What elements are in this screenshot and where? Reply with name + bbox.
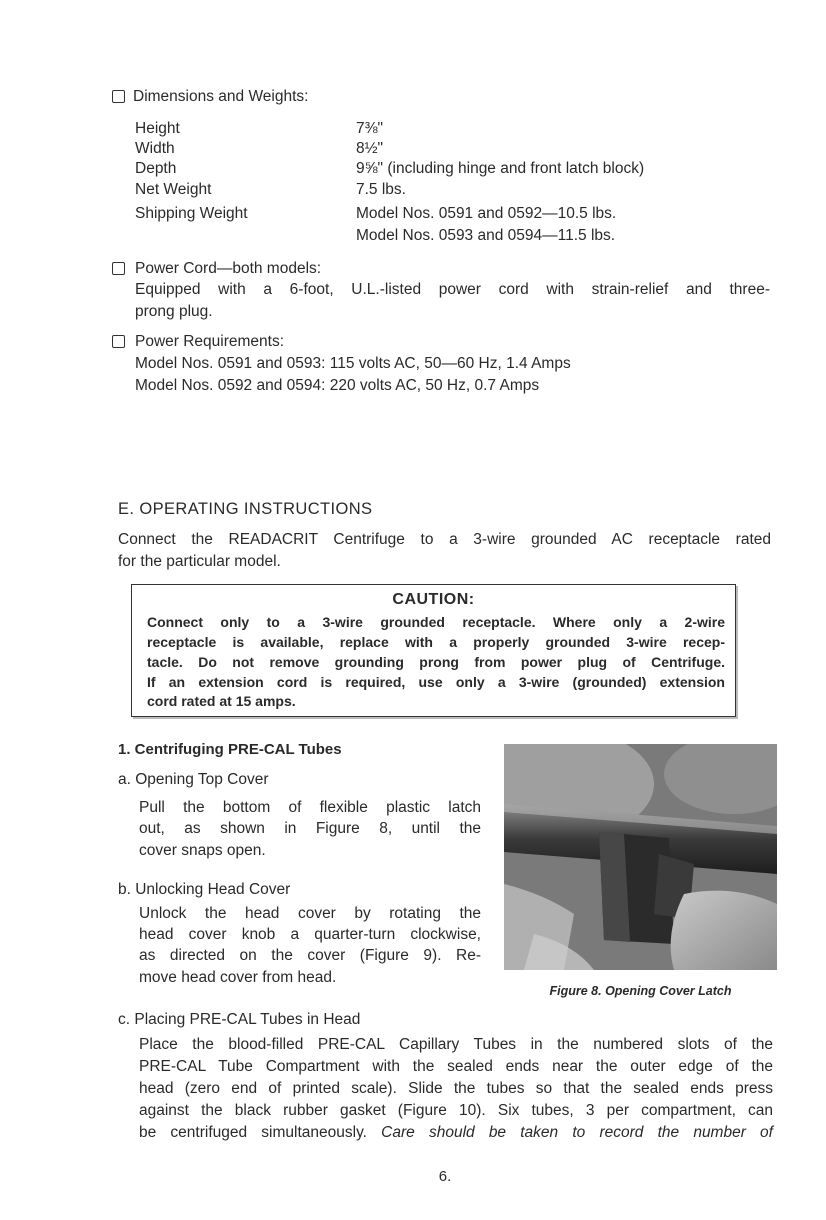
caution-line: If an extension cord is required, use only a 3-wire (grounded) extension xyxy=(147,674,725,690)
caution-line: receptacle is available, replace with a properly grounded 3-wire recep- xyxy=(147,634,725,650)
section-intro: Connect the READACRIT Centrifuge to a 3-wire grounded AC receptacle rated xyxy=(118,531,771,548)
section-intro: for the particular model. xyxy=(118,553,281,570)
power-cord-text: Equipped with a 6-foot, U.L.-listed power cord with strain-relief and three- xyxy=(135,281,770,298)
step-a-line: Pull the bottom of flexible plastic latch xyxy=(139,799,481,816)
figure-8-caption: Figure 8. Opening Cover Latch xyxy=(549,984,732,998)
step-c-line: Place the blood-filled PRE-CAL Capillary Tubes in the numbered slots of the xyxy=(139,1036,773,1053)
power-req-title: Power Requirements: xyxy=(135,333,285,350)
spec-value: Model Nos. 0593 and 0594—11.5 lbs. xyxy=(356,227,616,244)
step-c-line: PRE-CAL Tube Compartment with the sealed ends near the outer edge of the xyxy=(139,1058,773,1075)
spec-value: 8½" xyxy=(356,140,384,157)
spec-value: 7.5 lbs. xyxy=(356,181,406,198)
power-req-line: Model Nos. 0592 and 0594: 220 volts AC, 50 Hz, 0.7 Amps xyxy=(135,377,540,394)
spec-label: Depth xyxy=(135,160,177,177)
step-b-line: move head cover from head. xyxy=(139,969,337,986)
dimensions-title: Dimensions and Weights: xyxy=(133,88,309,105)
spec-value: 7⅜" xyxy=(356,120,384,137)
step-a-heading: a. Opening Top Cover xyxy=(118,771,269,788)
step-c-heading: c. Placing PRE-CAL Tubes in Head xyxy=(118,1011,361,1028)
step-b-line: as directed on the cover (Figure 9). Re- xyxy=(139,947,481,964)
power-cord-text: prong plug. xyxy=(135,303,213,320)
power-req-line: Model Nos. 0591 and 0593: 115 volts AC, 50—60 Hz, 1.4 Amps xyxy=(135,355,571,372)
caution-line: cord rated at 15 amps. xyxy=(147,693,296,709)
step-c-line: head (zero end of printed scale). Slide the tubes so that the sealed ends press xyxy=(139,1080,773,1097)
checkbox-icon xyxy=(112,335,125,348)
step-a-line: cover snaps open. xyxy=(139,842,266,859)
checkbox-icon xyxy=(112,262,125,275)
step-a-line: out, as shown in Figure 8, until the xyxy=(139,820,481,837)
power-cord-title: Power Cord—both models: xyxy=(135,260,322,277)
step-b-line: Unlock the head cover by rotating the xyxy=(139,905,481,922)
step-b-line: head cover knob a quarter-turn clockwise, xyxy=(139,926,481,943)
spec-label: Width xyxy=(135,140,175,157)
step-c-italic-text: Care should be taken to record the number of xyxy=(381,1124,773,1141)
spec-label: Net Weight xyxy=(135,181,212,198)
spec-label: Height xyxy=(135,120,180,137)
page-number: 6. xyxy=(438,1168,452,1185)
step-1-heading: 1. Centrifuging PRE-CAL Tubes xyxy=(118,741,342,758)
step-c-line: against the black rubber gasket (Figure 10). Six tubes, 3 per compartment, can xyxy=(139,1102,773,1119)
checkbox-icon xyxy=(112,90,125,103)
figure-8-photo xyxy=(504,744,777,970)
spec-value: 9⅝" (including hinge and front latch block) xyxy=(356,160,645,177)
step-c-plain-text: be centrifuged simultaneously. xyxy=(139,1124,382,1141)
spec-label: Shipping Weight xyxy=(135,205,248,222)
spec-value: Model Nos. 0591 and 0592—10.5 lbs. xyxy=(356,205,617,222)
caution-line: tacle. Do not remove grounding prong from power plug of Centrifuge. xyxy=(147,654,725,670)
caution-line: Connect only to a 3-wire grounded receptacle. Where only a 2-wire xyxy=(147,614,725,630)
step-b-heading: b. Unlocking Head Cover xyxy=(118,881,291,898)
caution-title: CAUTION: xyxy=(392,591,475,608)
step-c-line-last xyxy=(139,1123,773,1143)
section-heading: E. OPERATING INSTRUCTIONS xyxy=(118,500,373,518)
